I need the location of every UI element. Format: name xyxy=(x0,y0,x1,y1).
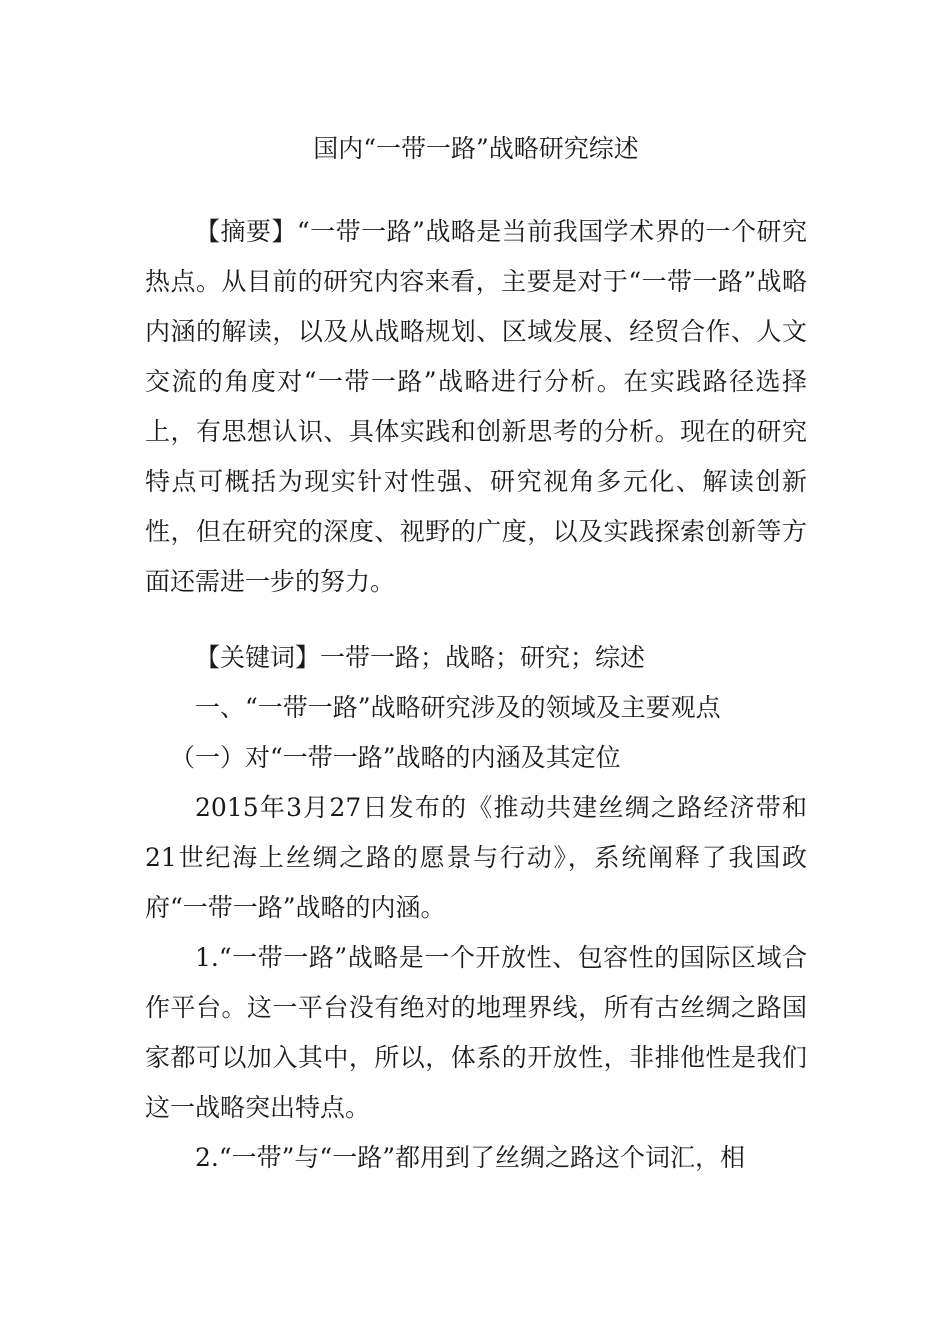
subsection-heading: （一）对“一带一路”战略的内涵及其定位 xyxy=(170,743,621,772)
document-body xyxy=(145,128,807,1183)
document-title: 国内“一带一路”战略研究综述 xyxy=(313,134,639,163)
keywords-line: 【关键词】一带一路；战略；研究；综述 xyxy=(195,643,646,672)
section-heading: 一、“一带一路”战略研究涉及的领域及主要观点 xyxy=(195,693,721,722)
point-1-paragraph: 1.“一带一路”战略是一个开放性、包容性的国际区域合作平台。这一平台没有绝对的地理界线，所有古丝绸之路国家都可以加入其中，所以，体系的开放性，非排他性是我们这一战略突出特点。 xyxy=(145,943,807,1122)
point-2-paragraph: 2.“一带”与“一路”都用到了丝绸之路这个词汇，相 xyxy=(195,1143,745,1172)
intro-paragraph: 2015年3月27日发布的《推动共建丝绸之路经济带和21世纪海上丝绸之路的愿景与行动》，系统阐释了我国政府“一带一路”战略的内涵。 xyxy=(145,793,807,922)
abstract-paragraph: 【摘要】“一带一路”战略是当前我国学术界的一个研究热点。从目前的研究内容来看，主要是对于“一带一路”战略内涵的解读，以及从战略规划、区域发展、经贸合作、人文交流的角度对“一带一路”战略进行分析。在实践路径选择上，有思想认识、具体实践和创新思考的分析。现在的研究特点可概括为现实针对性强、研究视角多元化、解读创新性，但在研究的深度、视野的广度，以及实践探索创新等方面还需进一步的努力。 xyxy=(145,217,807,596)
